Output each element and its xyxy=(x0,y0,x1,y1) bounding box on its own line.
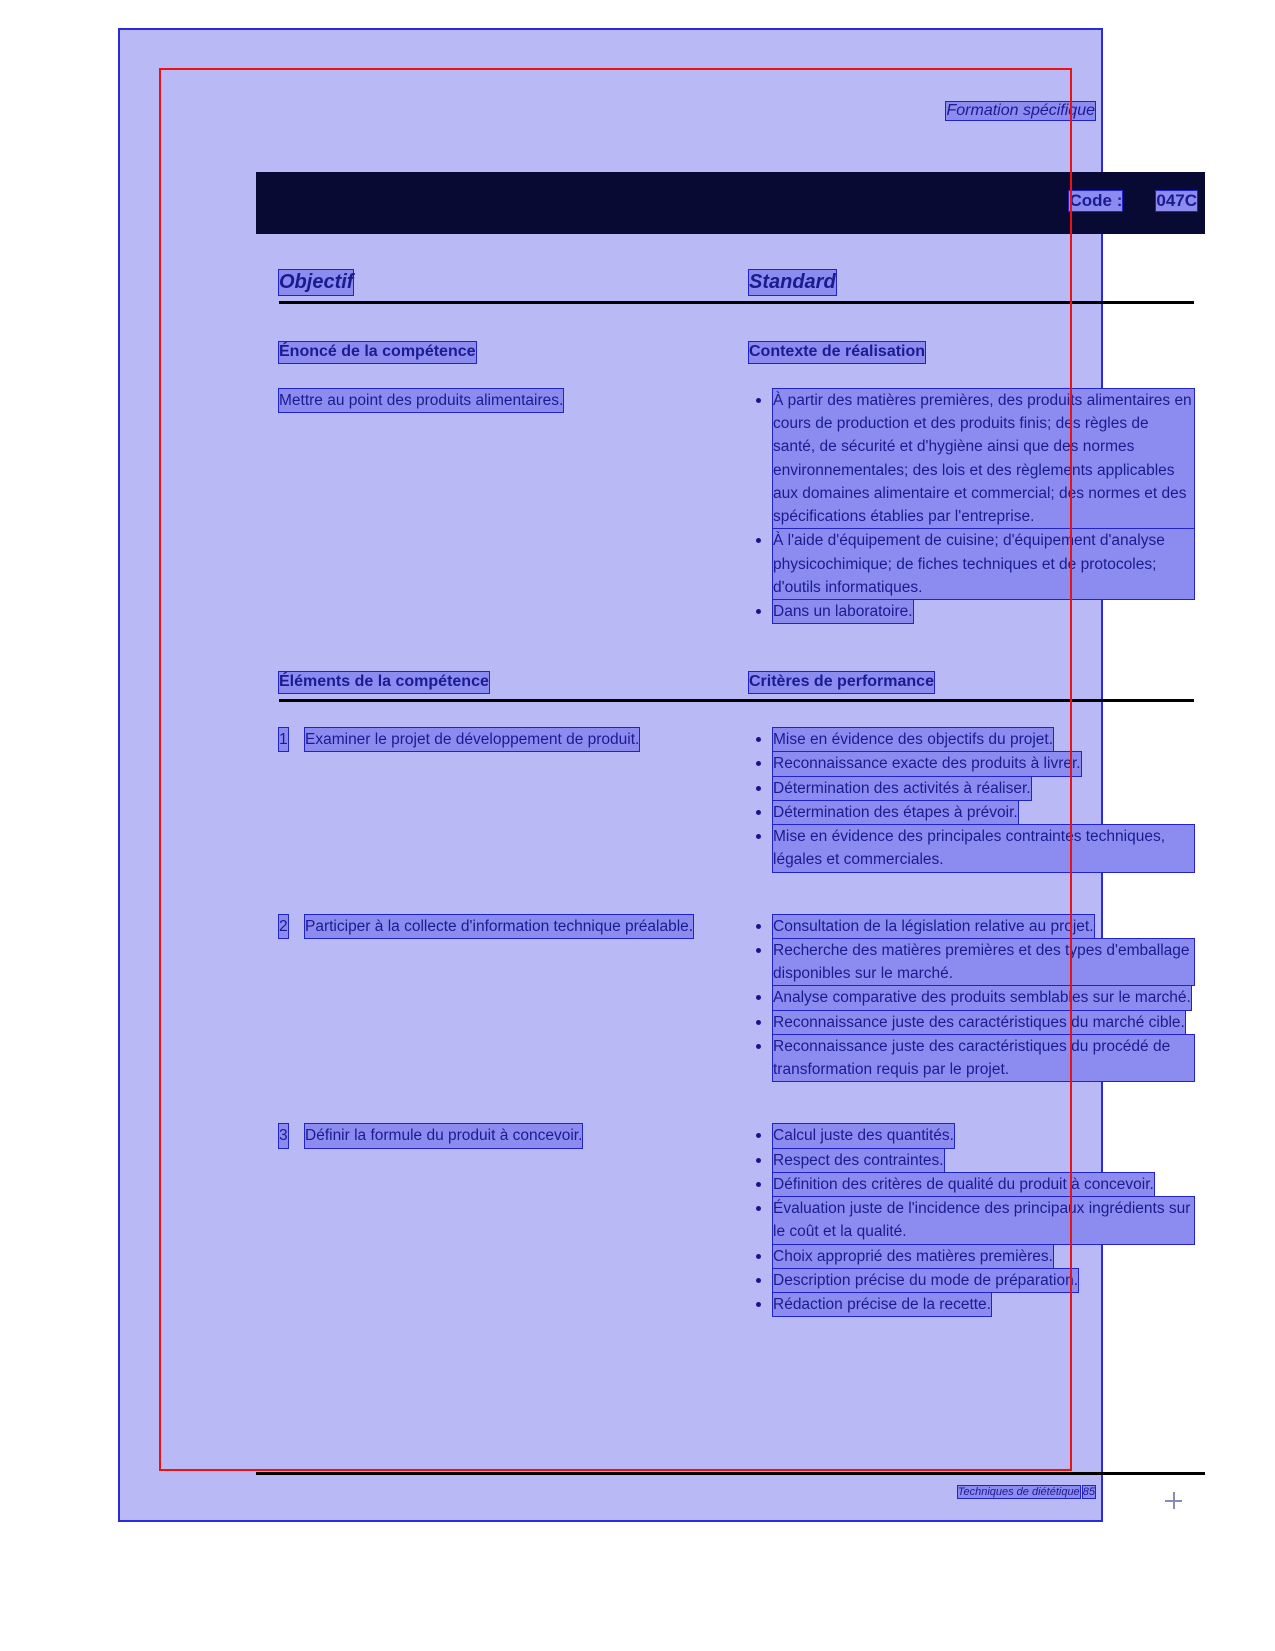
critere-text: Définition des critères de qualité du produit à concevoir. xyxy=(773,1173,1154,1196)
list-item xyxy=(749,752,1194,775)
list-item xyxy=(749,728,1194,751)
list-item xyxy=(749,986,1194,1009)
critere-text: Respect des contraintes. xyxy=(773,1149,944,1172)
contexte-heading xyxy=(749,342,1194,363)
elements-heading-text: Éléments de la compétence xyxy=(279,672,489,693)
header-section-label-text: Formation spécifique xyxy=(946,102,1095,119)
contexte-bullet-2: À l'aide d'équipement de cuisine; d'équipement d'analyse physicochimique; de fiches techniques et de protocoles; d'outils informatiques. xyxy=(773,529,1194,599)
critere-text: Mise en évidence des principales contraintes techniques, légales et commerciales. xyxy=(773,825,1194,872)
criteres-list xyxy=(749,915,1194,1082)
enonce-statement xyxy=(279,389,737,412)
elements-heading xyxy=(279,672,737,693)
critere-text: Reconnaissance juste des caractéristiques du procédé de transformation requis par le projet. xyxy=(773,1035,1194,1082)
element-number: 3 xyxy=(279,1124,288,1147)
footer-program-text: Techniques de diététique xyxy=(957,1486,1080,1498)
elements-criteres-heads-row xyxy=(279,672,1194,693)
critere-text: Calcul juste des quantités. xyxy=(773,1124,954,1147)
critere-text: Mise en évidence des objectifs du projet. xyxy=(773,728,1053,751)
element-label: Examiner le projet de développement de produit. xyxy=(305,728,639,751)
criteres-list xyxy=(749,728,1194,872)
list-item xyxy=(279,728,737,751)
list-item xyxy=(279,915,737,938)
critere-text: Analyse comparative des produits semblables sur le marché. xyxy=(773,986,1191,1009)
criteres-list xyxy=(749,1124,1194,1316)
document-body xyxy=(279,270,1194,1317)
element-number: 1 xyxy=(279,728,288,751)
mouse-cursor xyxy=(1165,1492,1182,1509)
enonce-heading-text: Énoncé de la compétence xyxy=(279,342,476,363)
objectif-title xyxy=(279,270,737,295)
contexte-bullet-3: Dans un laboratoire. xyxy=(773,600,913,623)
list-item xyxy=(749,1149,1194,1172)
list-item xyxy=(749,600,1194,623)
standard-title xyxy=(749,270,1194,295)
element-label: Participer à la collecte d'information technique préalable. xyxy=(305,915,693,938)
divider-bottom xyxy=(256,1472,1205,1475)
contexte-heading-text: Contexte de réalisation xyxy=(749,342,925,363)
enonce-heading xyxy=(279,342,737,363)
critere-text: Reconnaissance juste des caractéristiques du marché cible. xyxy=(773,1011,1185,1034)
element-entry xyxy=(279,915,737,938)
list-item xyxy=(279,1124,737,1147)
enonce-contexte-content-row xyxy=(279,389,1194,625)
critere-text: Rédaction précise de la recette. xyxy=(773,1293,991,1316)
list-item xyxy=(749,939,1194,986)
element-entry xyxy=(279,728,737,751)
competency-code xyxy=(1069,191,1197,211)
critere-text: Choix approprié des matières premières. xyxy=(773,1245,1053,1268)
element-number: 2 xyxy=(279,915,288,938)
list-item xyxy=(749,915,1194,938)
footer xyxy=(958,1486,1095,1498)
list-item xyxy=(749,1293,1194,1316)
criteres-heading xyxy=(749,672,1194,693)
element-entry xyxy=(279,1124,737,1147)
list-item xyxy=(749,529,1194,599)
critere-text: Détermination des activités à réaliser. xyxy=(773,777,1031,800)
critere-text: Reconnaissance exacte des produits à livrer. xyxy=(773,752,1081,775)
title-banner xyxy=(256,172,1205,234)
criteres-heading-text: Critères de performance xyxy=(749,672,934,693)
code-value: 047C xyxy=(1156,191,1197,210)
contexte-bullet-1: À partir des matières premières, des produits alimentaires en cours de production et des produits finis; des règles de santé, de sécurité et d'hygiène ainsi que des normes environnementales; des lois et des règlements applicables aux domaines alimentaire et commercial; des normes et des spécifications établies par l'entreprise. xyxy=(773,389,1194,529)
critere-text: Description précise du mode de préparation. xyxy=(773,1269,1078,1292)
footer-page-number: 85 xyxy=(1082,1486,1095,1498)
standard-title-text: Standard xyxy=(749,271,836,293)
list-item xyxy=(749,1173,1194,1196)
critere-text: Consultation de la législation relative au projet. xyxy=(773,915,1094,938)
list-item xyxy=(749,1245,1194,1268)
code-label: Code : xyxy=(1069,191,1123,210)
document-page xyxy=(118,28,1197,1522)
list-item xyxy=(749,1124,1194,1147)
competency-row xyxy=(279,1124,1194,1317)
list-item xyxy=(749,1197,1194,1244)
competency-row xyxy=(279,915,1194,1083)
list-item xyxy=(749,389,1194,529)
section-titles-row xyxy=(279,270,1194,295)
competency-row xyxy=(279,728,1194,873)
list-item xyxy=(749,1035,1194,1082)
critere-text: Évaluation juste de l'incidence des principaux ingrédients sur le coût et la qualité. xyxy=(773,1197,1194,1244)
list-item xyxy=(749,1269,1194,1292)
list-item xyxy=(749,825,1194,872)
header-section-label xyxy=(946,102,1095,120)
enonce-statement-text: Mettre au point des produits alimentaires. xyxy=(279,389,563,412)
critere-text: Détermination des étapes à prévoir. xyxy=(773,801,1018,824)
contexte-list xyxy=(749,389,1194,624)
enonce-contexte-heads-row xyxy=(279,342,1194,363)
element-label: Définir la formule du produit à concevoir. xyxy=(305,1124,582,1147)
objectif-title-text: Objectif xyxy=(279,271,354,293)
list-item xyxy=(749,801,1194,824)
list-item xyxy=(749,777,1194,800)
list-item xyxy=(749,1011,1194,1034)
critere-text: Recherche des matières premières et des types d'emballage disponibles sur le marché. xyxy=(773,939,1194,986)
